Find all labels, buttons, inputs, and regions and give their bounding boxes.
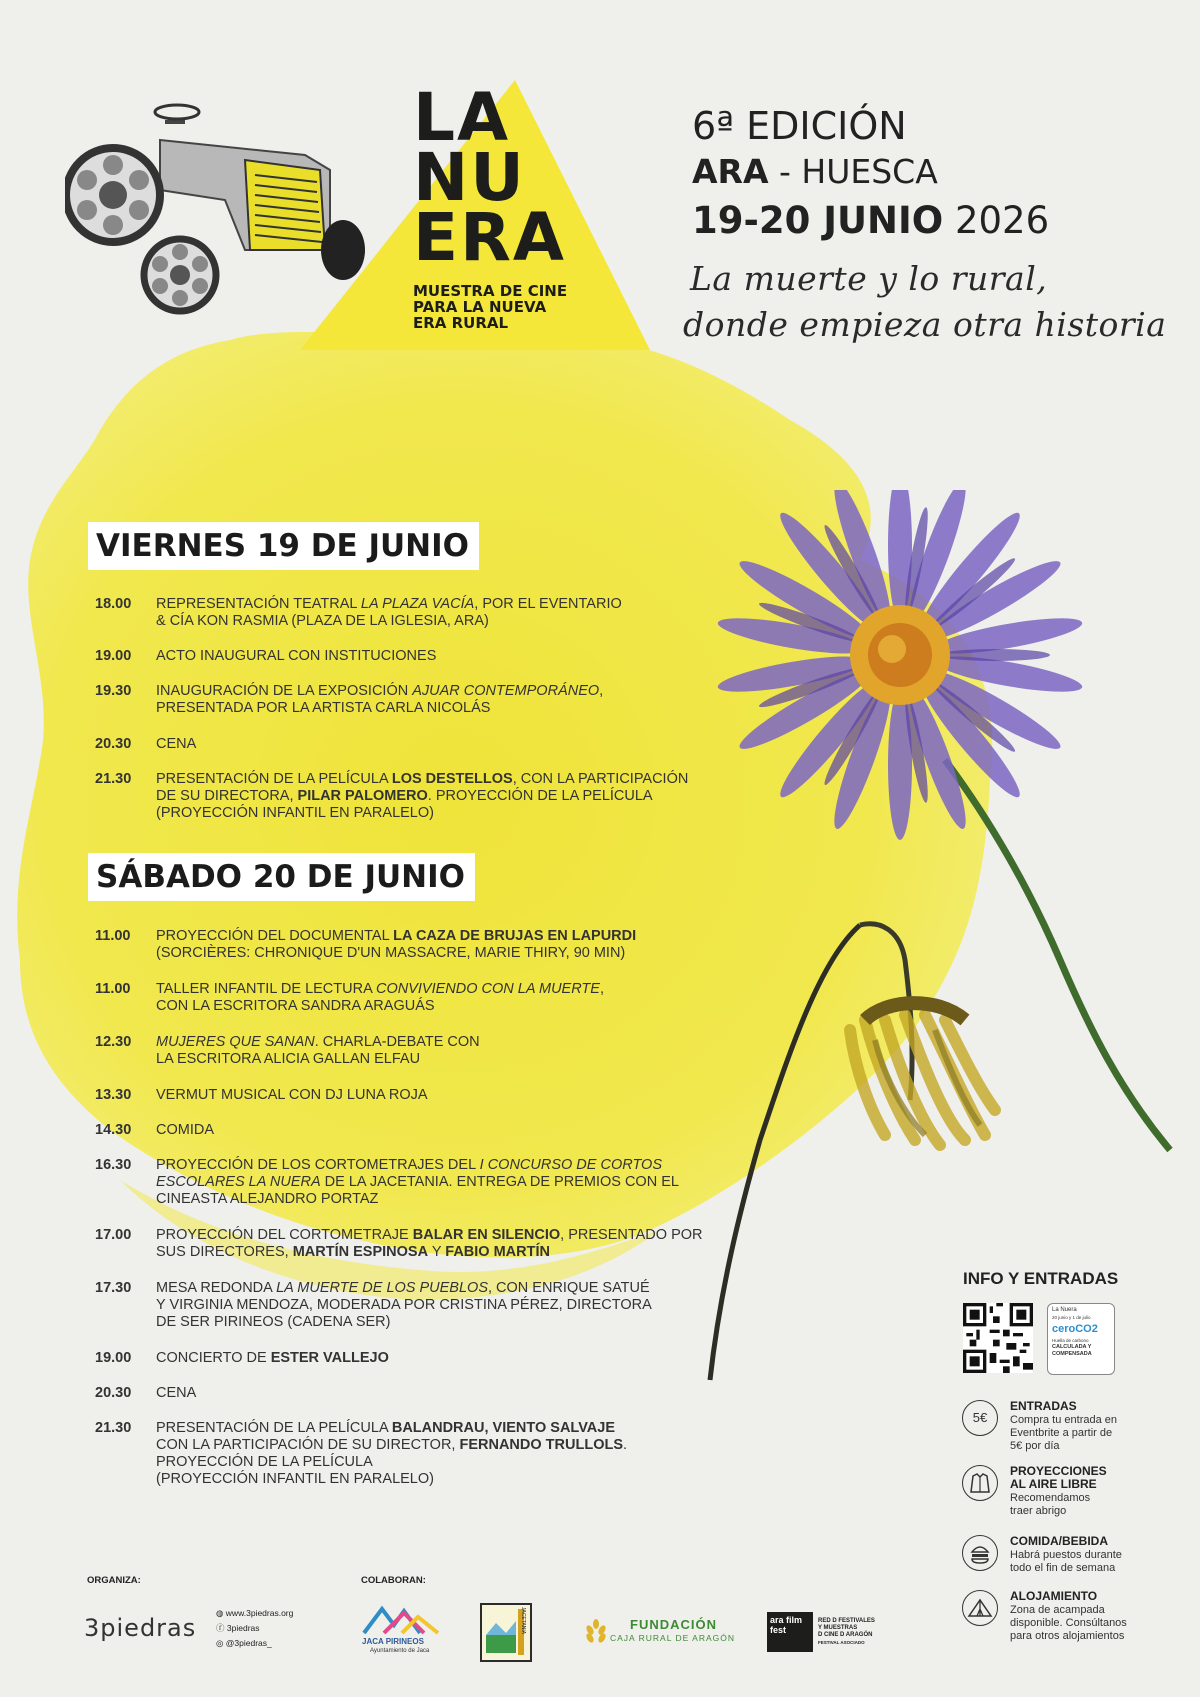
purple-aster-flower (716, 490, 1085, 840)
event-time: 16.30 (95, 1157, 132, 1173)
event-text: CONCIERTO DE (156, 1350, 271, 1366)
event-time: 19.30 (95, 683, 132, 699)
info-head-line: PROYECCIONES (1010, 1464, 1107, 1478)
logo-title (413, 79, 566, 276)
event-title: MUJERES QUE SANAN (156, 1034, 315, 1050)
dates: 19-20 JUNIO (692, 199, 944, 242)
event-text: CON LA PARTICIPACIÓN DE SU DIRECTOR, (156, 1437, 460, 1453)
info-body-line: Recomendamos (1010, 1492, 1091, 1504)
event-person: FABIO MARTÍN (445, 1244, 550, 1260)
cero-co2-badge (1047, 1303, 1115, 1375)
info-body-line: Compra tu entrada en (1010, 1414, 1118, 1426)
organizer-contacts (216, 1606, 293, 1651)
event-text: REPRESENTACIÓN TEATRAL (156, 596, 361, 612)
event-time: 21.30 (95, 771, 132, 787)
event-text: (SORCIÈRES: CHRONIQUE D'UN MASSACRE, MARIE THIRY, 90 MIN) (156, 945, 626, 961)
info-item-comida (962, 1535, 1187, 1585)
red-line: D CINE D ARAGÓN (818, 1632, 873, 1638)
event-title: LA MUERTE DE LOS PUEBLOS (276, 1280, 488, 1296)
event-text: Y (428, 1244, 446, 1260)
event-text: CENA (156, 736, 197, 752)
event-text: PROYECCIÓN DEL DOCUMENTAL (156, 928, 394, 944)
info-body (1010, 1492, 1130, 1518)
event-text: SUS DIRECTORES, (156, 1244, 293, 1260)
event-time: 13.30 (95, 1087, 132, 1103)
fundacion-logo-text: FUNDACIÓN (630, 1617, 717, 1632)
info-item-entradas (962, 1400, 1187, 1460)
festival-dates (692, 199, 1049, 242)
tagline-line-1: La muerte y lo rural, (690, 259, 1048, 298)
wheat-icon (583, 1618, 609, 1648)
event-text: MESA REDONDA (156, 1280, 277, 1296)
event-text: (PROYECCIÓN INFANTIL EN PARALELO) (156, 805, 434, 821)
web-icon: ◍ (216, 1608, 224, 1618)
badge-text: COMPENSADA (1052, 1351, 1092, 1357)
event-text: (PROYECCIÓN INFANTIL EN PARALELO) (156, 1471, 434, 1487)
event-text: CENA (156, 1385, 197, 1401)
jaca-logo-sub: Ayuntamiento de Jaca (370, 1648, 430, 1654)
day-title-saturday: SÁBADO 20 DE JUNIO (88, 853, 475, 901)
jacetania-text: JACETANIA (520, 1607, 526, 1635)
event-time: 18.00 (95, 596, 132, 612)
event-text: , (599, 683, 604, 699)
event-time: 19.00 (95, 1350, 132, 1366)
jaca-logo-text: JACA PIRINEOS (362, 1637, 424, 1646)
red-festivales (818, 1618, 875, 1646)
event-title: AJUAR CONTEMPORÁNEO (412, 683, 600, 699)
event-title: LA CAZA DE BRUJAS EN LAPURDI (393, 928, 637, 944)
event-text: , POR EL EVENTARIO (474, 596, 622, 612)
red-line: FESTIVAL ASOCIADO (818, 1640, 865, 1645)
tagline-line-2: donde empieza otra historia (683, 305, 1167, 344)
logo-sub-line: MUESTRA DE CINE (413, 282, 568, 300)
logo-sub-line: ERA RURAL (413, 314, 509, 332)
event-text: , PRESENTADO POR (560, 1227, 703, 1243)
event-text: . CHARLA-DEBATE CON (314, 1034, 480, 1050)
event-time: 11.00 (95, 981, 131, 997)
event-time: 20.30 (95, 1385, 132, 1401)
event-text: TALLER INFANTIL DE LECTURA (156, 981, 376, 997)
event-time: 20.30 (95, 736, 132, 752)
event-text: LA ESCRITORA ALICIA GALLAN ELFAU (156, 1051, 421, 1067)
event-time: 14.30 (95, 1122, 132, 1138)
info-body-line: Eventbrite a partir de (1010, 1427, 1113, 1439)
event-person: MARTÍN ESPINOSA (292, 1244, 429, 1260)
jacetania-logo (480, 1603, 532, 1662)
info-body-line: 5€ por día (1010, 1440, 1060, 1452)
facebook-icon: ⓕ (216, 1623, 225, 1633)
location-separator: - (768, 152, 802, 191)
event-person: PILAR PALOMERO (297, 788, 428, 804)
ticket-5-euro-icon: 5€ (962, 1400, 998, 1436)
event-time: 17.00 (95, 1227, 132, 1243)
info-body-line: traer abrigo (1010, 1505, 1067, 1517)
event-text: , CON LA PARTICIPACIÓN (512, 771, 689, 787)
event-text: , (599, 981, 604, 997)
colaboran-label: COLABORAN: (361, 1575, 426, 1586)
instagram-link[interactable]: @3piedras_ (225, 1638, 272, 1648)
info-body-line: disponible. Consúltanos (1010, 1617, 1127, 1629)
info-body (1010, 1414, 1130, 1453)
info-head: COMIDA/BEBIDA (1010, 1534, 1108, 1548)
info-head: ALOJAMIENTO (1010, 1589, 1098, 1603)
info-body (1010, 1604, 1130, 1643)
event-title: BALAR EN SILENCIO (412, 1227, 561, 1243)
event-person: FERNANDO TRULLOLS (459, 1437, 623, 1453)
info-body-line: Zona de acampada (1010, 1604, 1105, 1616)
wilted-yellow-flower (850, 1003, 995, 1145)
event-text: DE LA JACETANIA. ENTREGA DE PREMIOS CON EL (320, 1174, 679, 1190)
event-title: ESCOLARES LA NUERA (156, 1174, 321, 1190)
badge-text: Huella de carbono (1052, 1338, 1089, 1343)
logo-line-3: ERA (413, 199, 566, 276)
info-head-line: AL AIRE LIBRE (1010, 1477, 1097, 1491)
info-title: INFO Y ENTRADAS (963, 1269, 1119, 1288)
info-item-proyecciones (962, 1465, 1187, 1525)
event-person: ESTER VALLEJO (270, 1350, 389, 1366)
event-time: 17.30 (95, 1280, 132, 1296)
watercolor-flowers (700, 490, 1200, 1530)
event-text: PRESENTADA POR LA ARTISTA CARLA NICOLÁS (156, 700, 491, 716)
info-head: ENTRADAS (1010, 1399, 1077, 1413)
year: 2026 (943, 199, 1050, 242)
web-link[interactable]: www.3piedras.org (225, 1608, 294, 1618)
info-body-line: para otros alojamientos (1010, 1630, 1125, 1642)
qr-code[interactable] (963, 1303, 1033, 1373)
info-item-alojamiento (962, 1590, 1187, 1650)
organizer-logo: 3piedras (84, 1614, 197, 1642)
badge-brand: ceroCO2 (1052, 1323, 1098, 1335)
event-text: . (623, 1437, 628, 1453)
logo-line-1: LA (413, 79, 511, 156)
event-title: LA PLAZA VACÍA (360, 596, 475, 612)
event-time: 19.00 (95, 648, 132, 664)
badge-text: 20 junio y 1 de julio (1052, 1315, 1091, 1320)
day-title-friday: VIERNES 19 DE JUNIO (88, 522, 479, 570)
fundacion-logo-sub: CAJA RURAL DE ARAGÓN (610, 1633, 736, 1643)
event-title: BALANDRAU, VIENTO SALVAJE (391, 1420, 616, 1436)
event-time: 11.00 (95, 928, 131, 944)
logo-line-2: NU (413, 139, 526, 216)
info-body (1010, 1549, 1130, 1575)
logo-subtitle (413, 283, 567, 331)
edition: 6ª EDICIÓN (692, 104, 907, 148)
location-province: HUESCA (801, 152, 938, 191)
event-text: PRESENTACIÓN DE LA PELÍCULA (156, 771, 392, 787)
facebook-link[interactable]: 3piedras (226, 1623, 260, 1633)
red-line: RED D FESTIVALES (818, 1618, 875, 1624)
burger-icon (962, 1535, 998, 1571)
jaca-mountains-icon (362, 1603, 442, 1635)
logo-sub-line: PARA LA NUEVA (413, 298, 547, 316)
event-text: DE SU DIRECTORA, (156, 788, 298, 804)
event-text: PROYECCIÓN DE LOS CORTOMETRAJES DEL (156, 1157, 480, 1173)
organiza-label: ORGANIZA: (87, 1575, 141, 1586)
jacket-icon (962, 1465, 998, 1501)
info-body-line: Habrá puestos durante (1010, 1549, 1122, 1561)
event-text: PRESENTACIÓN DE LA PELÍCULA (156, 1420, 392, 1436)
event-text: Y VIRGINIA MENDOZA, MODERADA POR CRISTINA PÉREZ, DIRECTORA (156, 1297, 652, 1313)
event-text: & CÍA KON RASMIA (PLAZA DE LA IGLESIA, ARA) (156, 613, 489, 629)
event-text: PROYECCIÓN DE LA PELÍCULA (156, 1454, 373, 1470)
event-text: ACTO INAUGURAL CON INSTITUCIONES (156, 648, 437, 664)
event-text: . PROYECCIÓN DE LA PELÍCULA (427, 788, 653, 804)
event-text: DE SER PIRINEOS (CADENA SER) (156, 1314, 391, 1330)
red-line: Y MUESTRAS (818, 1625, 858, 1631)
event-text: COMIDA (156, 1122, 214, 1138)
ara-film-fest-logo: ara film fest (767, 1612, 813, 1652)
event-title: I CONCURSO DE CORTOS (479, 1157, 662, 1173)
event-text: , CON ENRIQUE SATUÉ (488, 1280, 650, 1296)
badge-text: La Nuera (1052, 1307, 1077, 1313)
event-text: INAUGURACIÓN DE LA EXPOSICIÓN (156, 683, 413, 699)
event-text: PROYECCIÓN DEL CORTOMETRAJE (156, 1227, 413, 1243)
event-title: CONVIVIENDO CON LA MUERTE (375, 981, 600, 997)
tent-icon (962, 1590, 998, 1626)
info-head (1010, 1465, 1107, 1491)
location (692, 152, 938, 191)
location-town: ARA (692, 152, 769, 191)
info-body-line: todo el fin de semana (1010, 1562, 1116, 1574)
instagram-icon: ◎ (216, 1638, 224, 1648)
event-title: LOS DESTELLOS (391, 771, 513, 787)
event-time: 12.30 (95, 1034, 132, 1050)
event-text: CON LA ESCRITORA SANDRA ARAGUÁS (156, 998, 435, 1014)
event-text: CINEASTA ALEJANDRO PORTAZ (156, 1191, 379, 1207)
event-text: VERMUT MUSICAL CON DJ LUNA ROJA (156, 1087, 428, 1103)
event-time: 21.30 (95, 1420, 132, 1436)
badge-text: CALCULADA Y (1052, 1344, 1092, 1350)
